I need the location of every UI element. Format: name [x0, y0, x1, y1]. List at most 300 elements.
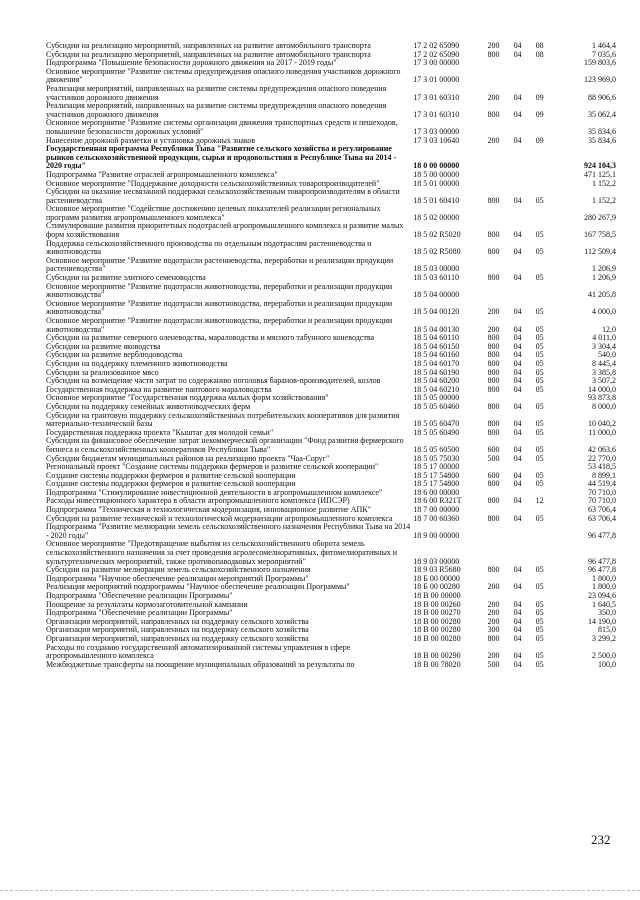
table-row	[46, 240, 616, 257]
row-code: 18 В 00 00280	[413, 626, 461, 635]
row-amount: 12,0	[602, 324, 616, 334]
row-expense-type: 200	[487, 609, 500, 618]
row-amount: 280 267,9	[584, 212, 616, 222]
row-section: 04	[513, 92, 522, 102]
row-expense-type: 200	[487, 617, 500, 626]
row-subsection: 05	[535, 617, 544, 626]
row-section: 04	[513, 324, 522, 334]
row-subsection	[536, 145, 560, 171]
row-amount: 88 906,6	[588, 92, 616, 102]
row-name: Субсидии на поддержку семейных животноводческих ферм	[46, 402, 251, 411]
row-name: Стимулирование развития приоритетных подотраслей агропромышленного комплекса и развитие малых форм хозяйствования	[46, 222, 404, 240]
row-code: 18 5 04 60210	[413, 385, 460, 394]
row-subsection: 05	[535, 651, 544, 661]
row-expense-type: 800	[487, 480, 500, 489]
row-subsection: 05	[535, 307, 544, 317]
row-section: 04	[513, 626, 522, 635]
table-row	[46, 455, 616, 464]
row-section: 04	[513, 42, 522, 50]
row-expense-type: 500	[487, 660, 500, 669]
row-subsection: 08	[535, 50, 544, 59]
row-expense-type: 200	[487, 42, 500, 50]
table-row	[46, 412, 616, 429]
row-expense-type: 300	[487, 626, 500, 635]
row-amount: 4 011,0	[592, 334, 616, 343]
row-amount: 1 800,0	[592, 583, 616, 592]
row-name: Субсидии на развитие элитного семеноводства	[46, 274, 206, 283]
row-subsection	[536, 523, 560, 540]
row-name: Организация мероприятий, направленных на поддержку сельского хозяйства	[46, 626, 309, 635]
row-amount: 167 758,5	[584, 230, 616, 240]
row-code: 18 В 00 00290	[413, 651, 461, 661]
table-row	[46, 257, 616, 274]
row-section	[514, 463, 536, 472]
row-expense-type: 200	[487, 136, 500, 145]
table-row	[46, 137, 616, 146]
row-expense-type: 200	[487, 651, 500, 661]
row-name: Основное мероприятие "Развитие подотрасли животноводства, переработки и реализации продукции животноводства"	[46, 299, 393, 317]
row-code: 17 3 00 00000	[413, 59, 460, 68]
row-amount: 96 477,8	[588, 556, 616, 566]
table-row	[46, 377, 616, 386]
row-amount: 14 190,0	[588, 617, 616, 626]
row-expense-type	[488, 523, 514, 540]
table-row	[46, 592, 616, 601]
table-row	[46, 540, 616, 566]
row-name: Субсидии на оказание несвязанной поддержки сельскохозяйственным товаропроизводителям в области растениеводства	[46, 188, 400, 205]
row-code: 18 5 05 60490	[413, 428, 460, 437]
row-subsection: 09	[535, 136, 544, 145]
row-subsection: 05	[535, 342, 544, 351]
row-section: 04	[513, 497, 522, 506]
row-code: 18 5 02 R5080	[413, 247, 461, 257]
row-name: Основное мероприятие "Развитие системы организации движения транспортных средств и пешеходов, повышение безопасности дорожных условий"	[46, 119, 398, 136]
row-name: Субсидии бюджетам муниципальных районов на реализацию проекта "Чаа-Соруг"	[46, 454, 330, 463]
row-code: 18 7 00 60360	[413, 514, 460, 523]
row-name: Субсидии на развитие северного оленеводства, мараловодства и мясного табунного коневодства	[46, 334, 375, 343]
row-name: Расходы по созданию государственной автоматизированной системы управления в сфере агропромышленного комплекса	[46, 643, 351, 661]
row-subsection	[536, 59, 560, 68]
row-expense-type	[488, 575, 514, 584]
row-code: 18 5 04 60110	[413, 334, 459, 343]
row-name: Подпрограмма "Развитие отраслей агропромышленного комплекса"	[46, 170, 278, 179]
row-name: Региональный проект "Создание системы поддержки фермеров и развитие сельской кооперации"	[46, 463, 379, 472]
row-code: 18 5 01 60410	[413, 195, 460, 205]
row-name: Основное мероприятие "Содействие достижению целевых показателей реализации региональных программ развития агропромышленного комплекса"	[46, 205, 381, 222]
row-section	[514, 523, 536, 540]
table-row	[46, 369, 616, 378]
row-section: 04	[513, 307, 522, 317]
table-row	[46, 42, 616, 51]
row-subsection: 05	[535, 351, 544, 360]
row-section: 04	[513, 419, 522, 429]
row-expense-type: 200	[487, 583, 500, 592]
row-subsection: 05	[535, 444, 544, 454]
row-code: 18 5 05 00000	[413, 394, 460, 403]
row-subsection: 05	[535, 600, 544, 609]
row-amount: 93 873,8	[588, 394, 616, 403]
row-amount: 123 969,0	[584, 75, 616, 85]
row-name: Основное мероприятие "Государственная поддержка малых форм хозяйствования"	[46, 394, 329, 403]
row-code: 18 5 17 00000	[413, 463, 460, 472]
row-code: 18 5 05 60500	[413, 444, 460, 454]
row-amount: 11 000,0	[588, 428, 616, 437]
row-name: Субсидии на реализацию мероприятий, направленных на развитие автомобильного транспорта	[46, 50, 371, 59]
row-name: Подпрограмма "Стимулирование инвестиционной деятельности в агропромышленном комплексе"	[46, 488, 383, 497]
row-name: Субсидии на финансовое обеспечение затрат некоммерческой организации "Фонд развития фермерского бизнеса и сельскохозяйственных кооперативов Республики Тыва"	[46, 437, 404, 454]
row-code: 18 5 17 54800	[413, 480, 460, 489]
table-row	[46, 566, 616, 575]
row-code: 18 6 00 R321T	[413, 497, 462, 506]
row-amount: 10 040,2	[588, 419, 616, 429]
table-row	[46, 59, 616, 68]
row-amount: 14 000,0	[588, 385, 616, 394]
table-row	[46, 437, 616, 454]
row-code: 18 6 00 00000	[413, 488, 460, 497]
row-code: 18 5 17 54800	[413, 471, 460, 480]
row-code: 18 5 05 60460	[413, 402, 460, 411]
row-name: Субсидии на грантовую поддержку сельскохозяйственных потребительских кооперативов для развития материально-технической базы	[46, 411, 400, 429]
row-section: 04	[513, 247, 522, 257]
row-name: Основное мероприятие "Развитие подотрасли животноводства, переработки и реализации продукции животноводства"	[46, 282, 393, 300]
row-code: 18 9 03 R5680	[413, 566, 461, 575]
table-row	[46, 300, 616, 317]
row-code: 18 5 04 00130	[413, 324, 460, 334]
row-amount: 1 464,4	[592, 42, 616, 50]
row-name: Реализация мероприятий, направленных на развитие системы предупреждения опасного поведения участников дорожного движения	[46, 84, 387, 102]
row-name: Подпрограмма "Научное обеспечение реализации мероприятий Программы"	[46, 574, 309, 583]
table-row	[46, 205, 616, 222]
row-amount: 1 152,2	[592, 179, 616, 188]
table-row	[46, 386, 616, 395]
row-name: Создание системы поддержки фермеров и развитие сельской кооперации	[46, 471, 296, 480]
row-amount: 3 385,8	[592, 368, 616, 377]
row-amount: 35 834,6	[588, 126, 616, 136]
row-name: Субсидии на возмещение части затрат по содержанию поголовья баранов-производителей, козлов	[46, 377, 381, 386]
row-section: 04	[513, 334, 522, 343]
row-expense-type	[488, 394, 514, 403]
row-code: 18 В 00 00270	[413, 609, 461, 618]
row-code: 18 5 02 R5020	[413, 230, 461, 240]
row-subsection	[536, 463, 560, 472]
row-amount: 2 500,0	[592, 651, 616, 661]
row-section: 04	[513, 351, 522, 360]
table-row	[46, 334, 616, 343]
row-expense-type: 800	[487, 195, 500, 205]
row-section	[514, 506, 536, 515]
table-row	[46, 635, 616, 644]
row-expense-type: 800	[487, 428, 500, 437]
row-amount: 1 206,9	[592, 274, 616, 283]
row-section: 04	[513, 660, 522, 669]
row-section	[514, 540, 536, 566]
row-subsection: 05	[535, 324, 544, 334]
row-subsection: 05	[535, 583, 544, 592]
row-name: Подпрограмма "Техническая и технологическая модернизация, инновационное развитие АПК"	[46, 506, 371, 515]
row-section: 04	[513, 377, 522, 386]
row-amount: 1 152,2	[592, 195, 616, 205]
row-name: Государственная поддержка проекта "Кыштаг для молодой семьи"	[46, 428, 274, 437]
table-row	[46, 429, 616, 438]
row-amount: 1 640,5	[592, 600, 616, 609]
table-row	[46, 472, 616, 481]
row-expense-type: 800	[487, 514, 500, 523]
row-expense-type: 800	[487, 50, 500, 59]
row-expense-type	[488, 119, 514, 136]
table-row	[46, 463, 616, 472]
table-row	[46, 489, 616, 498]
row-section: 04	[513, 651, 522, 661]
row-code: 18 В 00 00000	[413, 592, 461, 600]
row-subsection	[536, 119, 560, 136]
footer-divider	[0, 890, 640, 891]
row-expense-type: 800	[487, 109, 500, 119]
row-expense-type	[488, 506, 514, 515]
row-amount: 815,0	[598, 626, 616, 635]
table-row	[46, 497, 616, 506]
row-section	[514, 205, 536, 222]
row-amount: 70 710,0	[588, 488, 616, 497]
row-code: 18 5 05 75030	[413, 454, 460, 463]
row-section: 04	[513, 514, 522, 523]
row-name: Субсидии на развитие технической и технологической модернизации агропромышленного комплекса	[46, 514, 393, 523]
table-row	[46, 583, 616, 592]
row-name: Государственная программа Республики Тыва "Развитие сельского хозяйства и регулирование рынков сельскохозяйственной продукции, сырья и продовольствия в Республике Тыва на 2014 - 2020 годы"	[46, 145, 397, 171]
row-expense-type	[488, 283, 514, 300]
row-amount: 8 899,1	[592, 471, 616, 480]
row-code: 18 В 00 00280	[413, 617, 461, 626]
row-code: 18 5 03 60110	[413, 274, 459, 283]
row-expense-type: 800	[487, 377, 500, 386]
row-section	[514, 575, 536, 584]
row-expense-type: 200	[487, 92, 500, 102]
row-section	[514, 592, 536, 601]
row-expense-type: 800	[487, 274, 500, 283]
table-row	[46, 403, 616, 412]
row-expense-type	[488, 205, 514, 222]
row-code: 18 5 01 00000	[413, 179, 460, 188]
row-name: Подпрограмма "Повышение безопасности дорожного движения на 2017 - 2019 годы"	[46, 59, 337, 68]
row-subsection	[536, 394, 560, 403]
row-name: Субсидии за реализованное мясо	[46, 368, 159, 377]
table-row	[46, 506, 616, 515]
row-subsection: 09	[535, 109, 544, 119]
row-amount: 3 299,2	[592, 634, 616, 643]
row-expense-type	[488, 145, 514, 171]
row-name: Межбюджетные трансферты на поощрение муниципальных образований за результаты по	[46, 660, 355, 669]
row-name: Субсидии на реализацию мероприятий, направленных на развитие автомобильного транспорта	[46, 42, 371, 50]
row-expense-type: 800	[487, 359, 500, 368]
row-subsection	[536, 506, 560, 515]
row-section: 04	[513, 136, 522, 145]
row-amount: 22 770,0	[588, 454, 616, 463]
row-amount: 35 062,4	[588, 109, 616, 119]
row-name: Расходы инвестиционного характера в области агропромышленного комплекса (ИПСЭР)	[46, 497, 350, 506]
row-section: 04	[513, 109, 522, 119]
row-code: 18 5 04 60150	[413, 342, 460, 351]
table-row	[46, 145, 616, 171]
row-amount: 1 206,9	[592, 264, 616, 274]
row-expense-type: 800	[487, 368, 500, 377]
row-expense-type	[488, 180, 514, 189]
row-code: 18 7 00 00000	[413, 506, 460, 515]
row-amount: 63 706,4	[588, 514, 616, 523]
row-expense-type	[488, 171, 514, 180]
row-subsection: 05	[535, 634, 544, 643]
row-expense-type	[488, 68, 514, 85]
row-name: Основное мероприятие "Развитие подотрасли растениеводства, переработки и реализации продукции растениеводства"	[46, 256, 394, 274]
table-row	[46, 394, 616, 403]
table-row	[46, 523, 616, 540]
row-amount: 924 104,3	[584, 161, 616, 171]
row-code: 18 5 04 60190	[413, 368, 460, 377]
table-row	[46, 102, 616, 119]
row-section	[514, 145, 536, 171]
row-name: Основное мероприятие "Развитие системы предупреждения опасного поведения участников дорожного движения"	[46, 67, 401, 85]
row-section: 04	[513, 471, 522, 480]
row-name: Поддержка сельскохозяйственного производства по отдельным подотраслям растениеводства и животноводства	[46, 239, 372, 257]
row-expense-type	[488, 540, 514, 566]
row-expense-type: 800	[487, 566, 500, 575]
row-section: 04	[513, 583, 522, 592]
row-name: Организация мероприятий, направленных на поддержку сельского хозяйства	[46, 634, 309, 643]
row-amount: 35 834,6	[588, 136, 616, 145]
row-name: Основное мероприятие "Развитие подотрасли животноводства, переработки и реализации продукции животноводства"	[46, 317, 393, 334]
table-row	[46, 609, 616, 618]
table-row	[46, 51, 616, 60]
row-amount: 8 445,4	[592, 359, 616, 368]
budget-table	[46, 42, 616, 669]
row-section	[514, 171, 536, 180]
row-code: 18 9 00 00000	[413, 530, 460, 540]
row-subsection: 05	[535, 660, 544, 669]
row-expense-type: 600	[487, 471, 500, 480]
row-amount: 540,0	[598, 351, 616, 360]
row-amount: 100,0	[598, 660, 616, 669]
row-section: 04	[513, 368, 522, 377]
row-section: 04	[513, 600, 522, 609]
table-row	[46, 661, 616, 670]
row-amount: 70 710,0	[588, 497, 616, 506]
row-subsection	[536, 540, 560, 566]
row-amount: 96 477,8	[588, 566, 616, 575]
row-section: 04	[513, 566, 522, 575]
row-code: 18 Б 00 00280	[413, 583, 460, 592]
row-section: 04	[513, 274, 522, 283]
row-amount: 44 519,4	[588, 480, 616, 489]
row-section	[514, 283, 536, 300]
row-section	[514, 59, 536, 68]
table-row	[46, 515, 616, 524]
row-subsection: 05	[535, 385, 544, 394]
row-amount: 3 304,4	[592, 342, 616, 351]
row-subsection: 05	[535, 274, 544, 283]
row-subsection: 05	[535, 566, 544, 575]
row-code: 18 5 05 60470	[413, 419, 460, 429]
row-section	[514, 180, 536, 189]
row-name: Реализация мероприятий, направленных на развитие системы предупреждения опасного поведения участников дорожного движения	[46, 102, 387, 119]
row-name: Субсидии на развитие яководства	[46, 342, 161, 351]
row-section: 04	[513, 402, 522, 411]
row-expense-type	[488, 592, 514, 601]
row-section: 04	[513, 195, 522, 205]
table-row	[46, 343, 616, 352]
row-subsection: 05	[535, 402, 544, 411]
table-row	[46, 575, 616, 584]
row-section: 04	[513, 50, 522, 59]
row-name: Создание системы поддержки фермеров и развитие сельской кооперации	[46, 480, 296, 489]
table-row	[46, 180, 616, 189]
row-expense-type: 800	[487, 385, 500, 394]
row-subsection: 05	[535, 428, 544, 437]
row-section: 04	[513, 617, 522, 626]
row-subsection: 08	[535, 42, 544, 50]
row-amount: 3 507,2	[592, 377, 616, 386]
row-amount: 7 035,6	[592, 50, 616, 59]
row-subsection: 05	[535, 334, 544, 343]
row-amount: 471 125,1	[584, 170, 616, 179]
row-expense-type: 800	[487, 247, 500, 257]
row-section	[514, 394, 536, 403]
row-subsection: 05	[535, 609, 544, 618]
row-section: 04	[513, 342, 522, 351]
row-section: 04	[513, 634, 522, 643]
row-amount: 96 477,8	[588, 530, 616, 540]
row-code: 18 5 03 00000	[413, 264, 460, 274]
row-section: 04	[513, 444, 522, 454]
row-subsection	[536, 205, 560, 222]
row-section: 04	[513, 359, 522, 368]
table-row	[46, 171, 616, 180]
row-name: Государственная поддержка на развитие пантового мараловодства	[46, 385, 272, 394]
table-row	[46, 283, 616, 300]
row-code: 18 5 04 60160	[413, 351, 460, 360]
table-row	[46, 119, 616, 136]
table-row	[46, 644, 616, 661]
row-name: Субсидии на развитие верблюдоводства	[46, 351, 183, 360]
row-amount: 350,0	[598, 609, 616, 618]
row-subsection: 12	[535, 497, 544, 506]
row-section	[514, 489, 536, 498]
row-expense-type: 800	[487, 402, 500, 411]
row-expense-type	[488, 257, 514, 274]
row-expense-type: 600	[487, 444, 500, 454]
table-row	[46, 317, 616, 334]
row-amount: 41 205,8	[588, 290, 616, 300]
row-expense-type: 500	[487, 454, 500, 463]
table-row	[46, 618, 616, 627]
row-amount: 1 800,0	[592, 574, 616, 583]
row-subsection	[536, 171, 560, 180]
row-expense-type	[488, 463, 514, 472]
table-row	[46, 85, 616, 102]
row-code: 17 3 03 10640	[413, 136, 460, 145]
row-section: 04	[513, 480, 522, 489]
row-subsection: 09	[535, 92, 544, 102]
row-code: 18 0 00 00000	[413, 161, 460, 171]
row-expense-type	[488, 489, 514, 498]
row-expense-type: 200	[487, 324, 500, 334]
table-row	[46, 601, 616, 610]
row-expense-type: 800	[487, 419, 500, 429]
row-expense-type: 800	[487, 342, 500, 351]
row-code: 18 В 00 78020	[413, 660, 461, 669]
table-row	[46, 351, 616, 360]
row-name: Подпрограмма "Обеспечение реализации Программы"	[46, 609, 233, 618]
row-subsection: 05	[535, 419, 544, 429]
row-name: Организация мероприятий, направленных на поддержку сельского хозяйства	[46, 617, 309, 626]
table-row	[46, 360, 616, 369]
